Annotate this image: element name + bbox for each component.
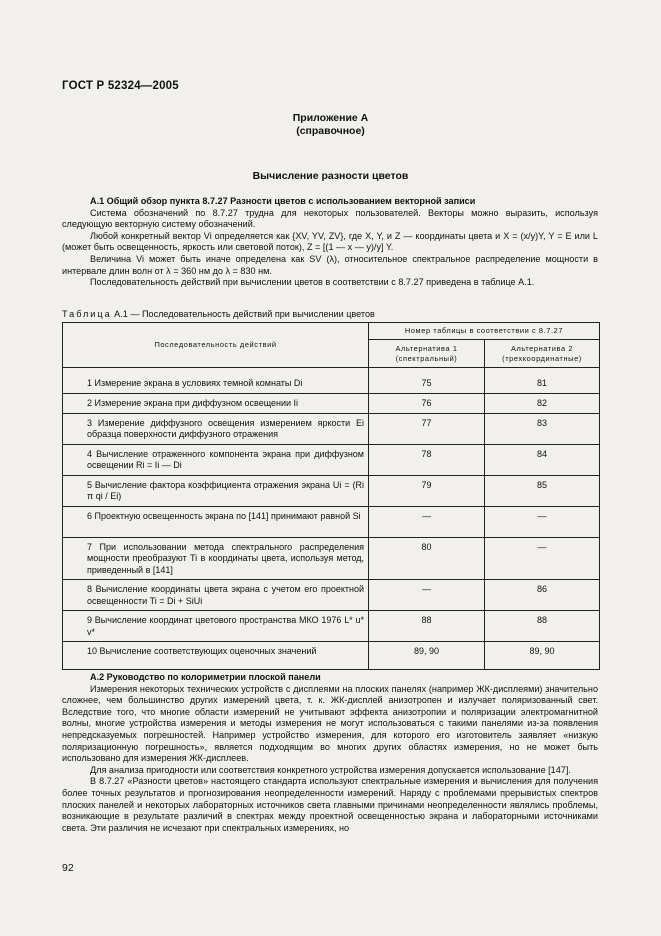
table-cell-alt2: 88 [485,611,600,642]
table-cell-alt2: 81 [485,374,600,394]
table-row [63,580,600,611]
table-cell-alt2: 85 [485,476,600,507]
table-row [63,611,600,642]
table-caption-text: А.1 — Последовательность действий при вычислении цветов [111,309,375,319]
table-cell-alt1: 78 [369,445,485,476]
section-a1-heading: А.1 Общий обзор пункта 8.7.27 Разности цветов с использованием векторной записи [90,196,476,206]
table-cell-action: 10 Вычисление соответствующих оценочных значений [63,642,369,670]
table-cell-alt1: 79 [369,476,485,507]
annex-title: Приложение А [292,112,369,124]
table-cell-alt2: 89, 90 [485,642,600,670]
section-a2 [62,672,598,834]
table-caption [62,309,375,319]
table-cell-alt1: 75 [369,374,485,394]
table-cell-action: 6 Проектную освещенность экрана по [141] принимают равной Si [63,507,369,538]
table-cell-alt2: 84 [485,445,600,476]
column-header-actions: Последовательность действий [63,323,369,368]
table-row [63,507,600,538]
table-cell-alt2: — [485,507,600,538]
paragraph: Последовательность действий при вычислении цветов в соответствии с 8.7.27 приведена в таблице А.1. [90,277,535,288]
table-row [63,642,600,670]
table-cell-alt1: 77 [369,414,485,445]
paragraph: Величина Vi может быть иначе определена как SV (λ), относительное спектральное распределение мощности в интервале длин волн от λ = 360 нм до λ = 830 нм. [62,253,598,276]
section-a2-heading: А.2 Руководство по колориметрии плоской панели [90,672,321,682]
section-title: Вычисление разности цветов [252,170,409,182]
table-cell-alt1: 88 [369,611,485,642]
table-cell-alt2: 82 [485,394,600,414]
table-row [63,476,600,507]
table-row [63,445,600,476]
table-cell-alt1: — [369,507,485,538]
alt1-note: (спектральный) [395,353,458,363]
document-header: ГОСТ Р 52324—2005 [62,80,179,92]
table-cell-action: 2 Измерение экрана при диффузном освещении Ii [63,394,369,414]
table-cell-alt1: — [369,580,485,611]
page-number: 92 [62,862,74,874]
table-cell-action: 9 Вычисление координат цветового пространства МКО 1976 L* u* v* [63,611,369,642]
table-cell-action: 1 Измерение экрана в условиях темной комнаты Di [63,374,369,394]
paragraph: Любой конкретный вектор Vi определяется как {XV, YV, ZV}, где X, Y, и Z — координаты цвета и X = (x/y)Y, Y = Е или L (может быть освещенность, яркость или световой поток), Z = [(1 — x — y)/y] Y. [62,230,598,253]
table-cell-action: 7 При использовании метода спектрального распределения мощности преобразуют Ti в координаты цвета, используя метод, приведенный в [141] [63,538,369,580]
table-cell-alt2: — [485,538,600,580]
table-cell-action: 3 Измерение диффузного освещения измерением яркости Ei образца поверхности диффузного отражения [63,414,369,445]
paragraph: Измерения некоторых технических устройств с дисплеями на плоских панелях (например ЖК-дисплеями) значительно сложнее, чем большинство других измерений цвета, т. к. ЖК-дисплей анизотропен и излучает поляризованный свет. Вследствие того, что многие области измерений не учитывают эффекта анизотропии и поляризации электромагнитной волны, многие устройства измерения и методы измерения не могут использоваться с такими панелями из-за появления непредсказуемых погрешностей. Например устройство измерения, для которого его изготовитель заявляет «низкую поляризационную погрешность», является подходящим во многих других областях измерения, но не может быть использовано для измерения ЖК-дисплеев. [62,683,598,764]
table-row [63,414,600,445]
table-cell-alt1: 80 [369,538,485,580]
table-cell-action: 5 Вычисление фактора коэффициента отражения экрана Ui = (Ri π qi / Ei) [63,476,369,507]
table-cell-alt2: 83 [485,414,600,445]
table-cell-action: 8 Вычисление координаты цвета экрана с учетом его проектной освещенности Ti = Di + SiUi [63,580,369,611]
paragraph: В 8.7.27 «Разности цветов» настоящего стандарта используют спектральные измерения и вычисления для получения более точных результатов и прогнозирования неопределенности измерений. Наряду с проблемами прерывистых спектров плоских панелей и некоторых лабораторных источников света главными причинами неопределенности являлись проблемы, возникающие в результате различий в спектрах между проектной освещенностью экрана и лабораторными источниками света. Эти различия не исчезают при спектральных измерениях, но [62,776,598,833]
section-a1 [62,196,598,289]
table-cell-alt1: 76 [369,394,485,414]
table-cell-action: 4 Вычисление отраженного компонента экрана при диффузном освещении Ri = Ii — Di [63,445,369,476]
alt2-note: (трехкоординатные) [502,353,582,363]
table-cell-alt1: 89, 90 [369,642,485,670]
annex-heading [0,112,661,138]
table-row [63,394,600,414]
annex-subtitle: (справочное) [296,125,365,137]
actions-table [62,322,600,670]
table-row [63,538,600,580]
table-row [63,374,600,394]
table-caption-prefix: Таблица [62,309,112,319]
alt2-label: Альтернатива 2 [510,343,574,353]
column-header-alt1 [369,340,485,368]
table-cell-alt2: 86 [485,580,600,611]
column-header-group: Номер таблицы в соответствии с 8.7.27 [369,323,600,340]
paragraph: Система обозначений по 8.7.27 трудна для некоторых пользователей. Векторы можно выразить, используя следующую векторную систему обозначений. [62,207,598,230]
paragraph: Для анализа пригодности или соответствия конкретного устройства измерения допускается использование [147]. [90,764,571,775]
column-header-alt2 [485,340,600,368]
alt1-label: Альтернатива 1 [395,343,458,353]
